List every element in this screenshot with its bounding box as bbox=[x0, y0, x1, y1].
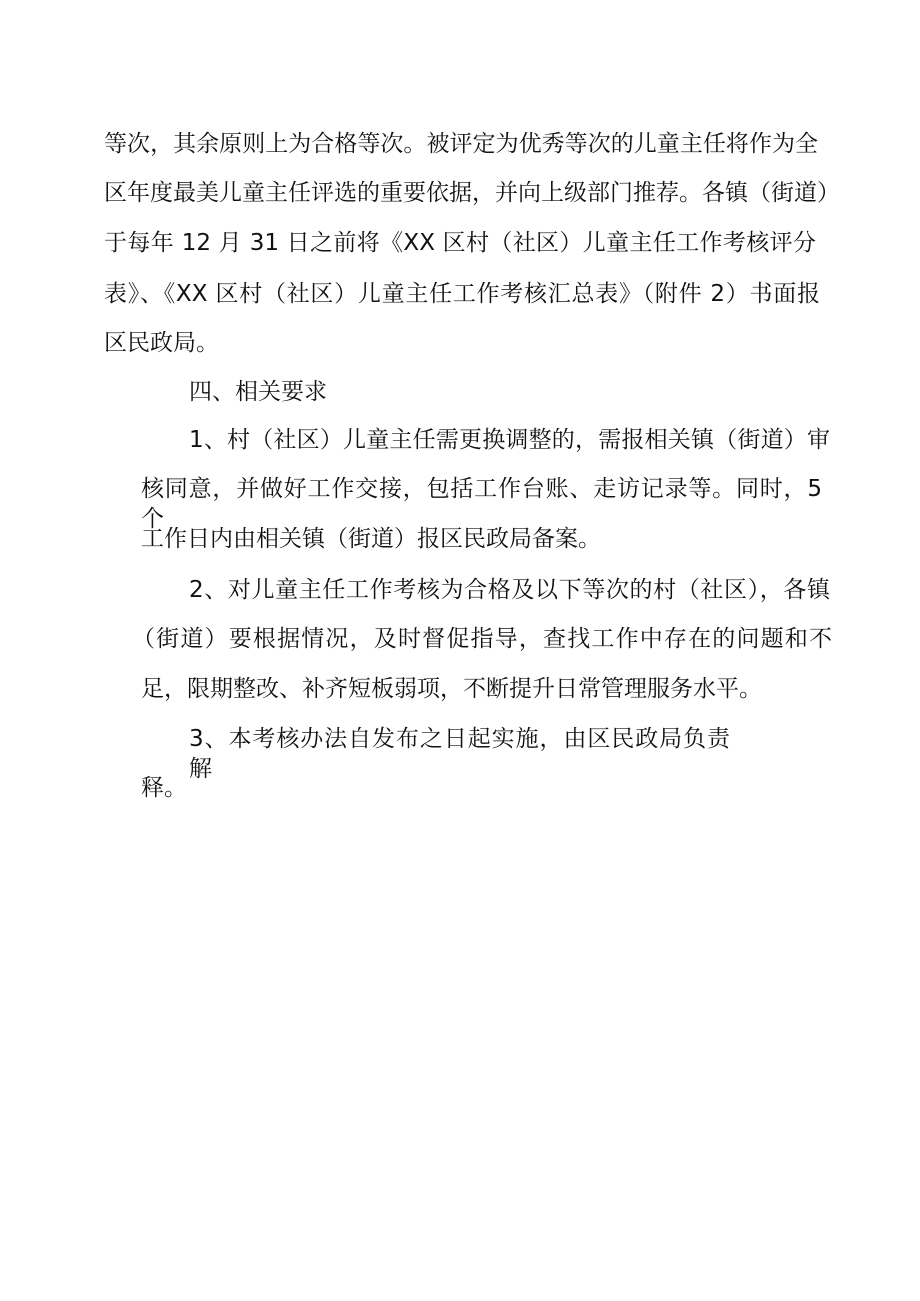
item-line: 释。 bbox=[141, 775, 187, 801]
paragraph-line: 等次，其余原则上为合格等次。被评定为优秀等次的儿童主任将作为全 bbox=[104, 131, 818, 157]
item-line: 工作日内由相关镇（街道）报区民政局备案。 bbox=[141, 526, 601, 552]
section-heading: 四、相关要求 bbox=[189, 379, 327, 405]
paragraph-line: 于每年 12 月 31 日之前将《XX 区村（社区）儿童主任工作考核评分 bbox=[104, 230, 816, 256]
item-line: （街道）要根据情况，及时督促指导，查找工作中存在的问题和不 bbox=[132, 626, 832, 652]
paragraph-line: 区民政局。 bbox=[104, 330, 219, 356]
paragraph-line: 区年度最美儿童主任评选的重要依据，并向上级部门推荐。各镇（街道） bbox=[104, 180, 840, 206]
item-line: 核同意，并做好工作交接，包括工作台账、走访记录等。同时，5 个 bbox=[141, 476, 822, 532]
item-line: 1、村（社区）儿童主任需更换调整的，需报相关镇（街道）审 bbox=[189, 427, 830, 453]
item-line: 2、对儿童主任工作考核为合格及以下等次的村（社区），各镇 bbox=[189, 577, 830, 603]
item-line: 足，限期整改、补齐短板弱项，不断提升日常管理服务水平。 bbox=[141, 676, 762, 702]
item-line: 3、本考核办法自发布之日起实施，由区民政局负责解 bbox=[189, 726, 730, 782]
paragraph-line: 表》、《XX 区村（社区）儿童主任工作考核汇总表》（附件 2）书面报 bbox=[104, 281, 820, 307]
